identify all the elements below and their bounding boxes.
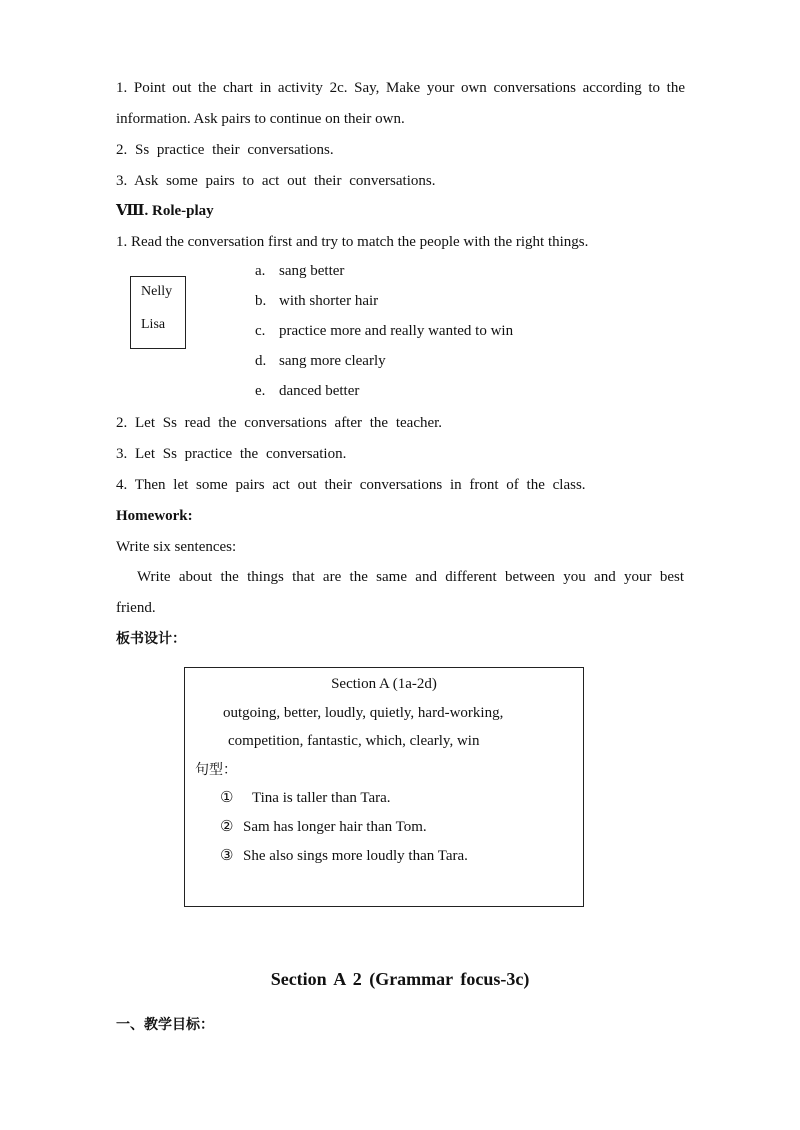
board-design-heading: 板书设计： — [116, 631, 186, 647]
teaching-goals-heading: 一、教学目标： — [116, 1017, 214, 1033]
role-play-step-2: 2. Let Ss read the conversations after the teacher. — [116, 415, 443, 431]
board-pattern-text: Tina is taller than Tara. — [252, 790, 391, 806]
option-letter: c. — [255, 323, 266, 339]
option-text: sang better — [279, 263, 345, 279]
step-2-text: 2. Ss practice their conversations. — [116, 142, 334, 158]
homework-task-continuation: friend. — [116, 600, 156, 616]
step-1-continuation: information. Ask pairs to continue on their own. — [116, 111, 405, 127]
board-pattern-text: Sam has longer hair than Tom. — [243, 819, 427, 835]
option-letter: a. — [255, 263, 266, 279]
step-3-text: 3. Ask some pairs to act out their conversations. — [116, 173, 436, 189]
homework-instruction: Write six sentences: — [116, 539, 237, 555]
step-1-text: 1. Point out the chart in activity 2c. Say, Make your own conversations according to the — [116, 80, 685, 96]
role-play-step-4: 4. Then let some pairs act out their conversations in front of the class. — [116, 477, 586, 493]
option-letter: b. — [255, 293, 267, 309]
board-pattern-text: She also sings more loudly than Tara. — [243, 848, 468, 864]
homework-heading: Homework: — [116, 508, 193, 524]
option-text: practice more and really wanted to win — [279, 323, 514, 339]
people-box — [130, 276, 186, 349]
option-text: danced better — [279, 383, 360, 399]
board-title: Section A (1a-2d) — [331, 676, 437, 692]
board-pattern-number: ② — [220, 819, 234, 835]
board-vocab-line: outgoing, better, loudly, quietly, hard-working, — [223, 705, 504, 721]
option-text: with shorter hair — [279, 293, 379, 309]
option-text: sang more clearly — [279, 353, 386, 369]
option-letter: d. — [255, 353, 267, 369]
board-pattern-number: ① — [220, 790, 234, 806]
board-patterns-label: 句型： — [195, 762, 237, 778]
board-vocab-line: competition, fantastic, which, clearly, win — [228, 733, 480, 749]
role-play-heading: Ⅷ. Role-play — [116, 203, 214, 219]
person-name: Lisa — [141, 317, 166, 332]
role-play-step-3: 3. Let Ss practice the conversation. — [116, 446, 347, 462]
person-name: Nelly — [141, 284, 173, 299]
homework-task: Write about the things that are the same and different between you and your best — [137, 569, 684, 585]
board-design-box — [184, 667, 584, 907]
role-play-step-1: 1. Read the conversation first and try to match the people with the right things. — [116, 234, 589, 250]
section-title: Section A 2 (Grammar focus-3c) — [270, 969, 530, 989]
board-pattern-number: ③ — [220, 848, 234, 864]
option-letter: e. — [255, 383, 266, 399]
